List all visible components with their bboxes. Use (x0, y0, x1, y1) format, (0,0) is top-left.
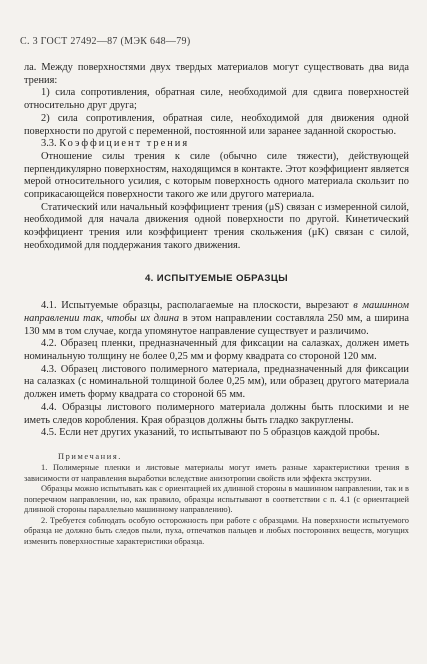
paragraph-4-4: 4.4. Образцы листового полимерного материала должны быть плоскими и не иметь следов коробления. Края образцов должны быть гладко закруглены. (24, 401, 409, 426)
paragraph-4-1-part-a: 4.1. Испытуемые образцы, располагаемые на плоскости, вырезают (41, 300, 354, 312)
clause-number: 3.3. (41, 138, 57, 150)
paragraph-friction-1: 1) сила сопротивления, обратная силе, необходимой для сдвига поверхностей относительно друг друга; (24, 87, 409, 112)
notes-block (24, 452, 409, 548)
paragraph-intro: ла. Между поверхностями двух твердых материалов могут существовать два вида трения: (24, 62, 409, 86)
paragraph-friction-2: 2) сила сопротивления, обратная силе, необходимой для движения одной поверхности по другой с переменной, постоянной или заранее заданной скоростью. (24, 112, 409, 137)
clause-3-3-title (24, 138, 409, 151)
page-header: С. 3 ГОСТ 27492—87 (МЭК 648—79) (20, 36, 191, 47)
paragraph-4-1-emphasis: в машинном направлении так, чтобы их длина (24, 300, 409, 324)
paragraph-4-5: 4.5. Если нет других указаний, то испытывают по 5 образцов каждой пробы. (41, 427, 380, 439)
note-2: 2. Требуется соблюдать особую осторожность при работе с образцами. На поверхности испытуемого образца не должно быть следов пыли, пуха, отпечатков пальцев и любых посторонних веществ, могущих изменить поверхностные характеристики образца. (24, 515, 409, 546)
paragraph-4-1-part-b: в этом направлении составляла 250 мм, а ширина 130 мм в том случае, когда упомянутое направление существует и различимо. (24, 312, 409, 337)
note-1-continuation: Образцы можно испытывать как с ориентацией их длинной стороны в машинном направлении, так и в поперечном направлении, но, как правило, образцы испытывают в соответствии с п. 4.1 (с ориентацией длинной стороны параллельно машинному направлению). (24, 484, 409, 515)
paragraph-4-1 (24, 300, 409, 338)
paragraph-4-3: 4.3. Образец листового полимерного материала, предназначенный для фиксации на салазках (с номинальной толщиной более 0,25 мм), или образец другого материала должен иметь форму квадрата со стороной 65 мм. (24, 363, 409, 401)
paragraph-static-kinetic: Статический или начальный коэффициент трения (μS) связан с измеренной силой, необходимой для начала движения одной поверхности по другой. Кинетический коэффициент трения или коэффициент трения скольжения (μK) связан с силой, необходимой для поддержания такого движения. (24, 201, 409, 251)
section-heading-4: 4. ИСПЫТУЕМЫЕ ОБРАЗЦЫ (144, 272, 289, 284)
document-body (24, 62, 409, 547)
paragraph-coefficient-definition: Отношение силы трения к силе (обычно силе тяжести), действующей перпендикулярно поверхностям, находящимся в контакте. Этот коэффициент является мерой относительного усилия, с которым поверхность одного материала скользит по соприкасающейся поверхности такого же или другого материала. (24, 150, 409, 201)
note-1: 1. Полимерные пленки и листовые материалы могут иметь разные характеристики трения в зависимости от направления выработки вследствие анизотропии свойств или эффекта экструзии. (24, 463, 409, 483)
notes-title: Примечания. (58, 451, 122, 461)
paragraph-4-2: 4.2. Образец пленки, предназначенный для фиксации на салазках, должен иметь номинальную толщину не более 0,25 мм и форму квадрата со стороной 120 мм. (24, 338, 409, 363)
clause-title: Коэффициент трения (59, 138, 190, 150)
